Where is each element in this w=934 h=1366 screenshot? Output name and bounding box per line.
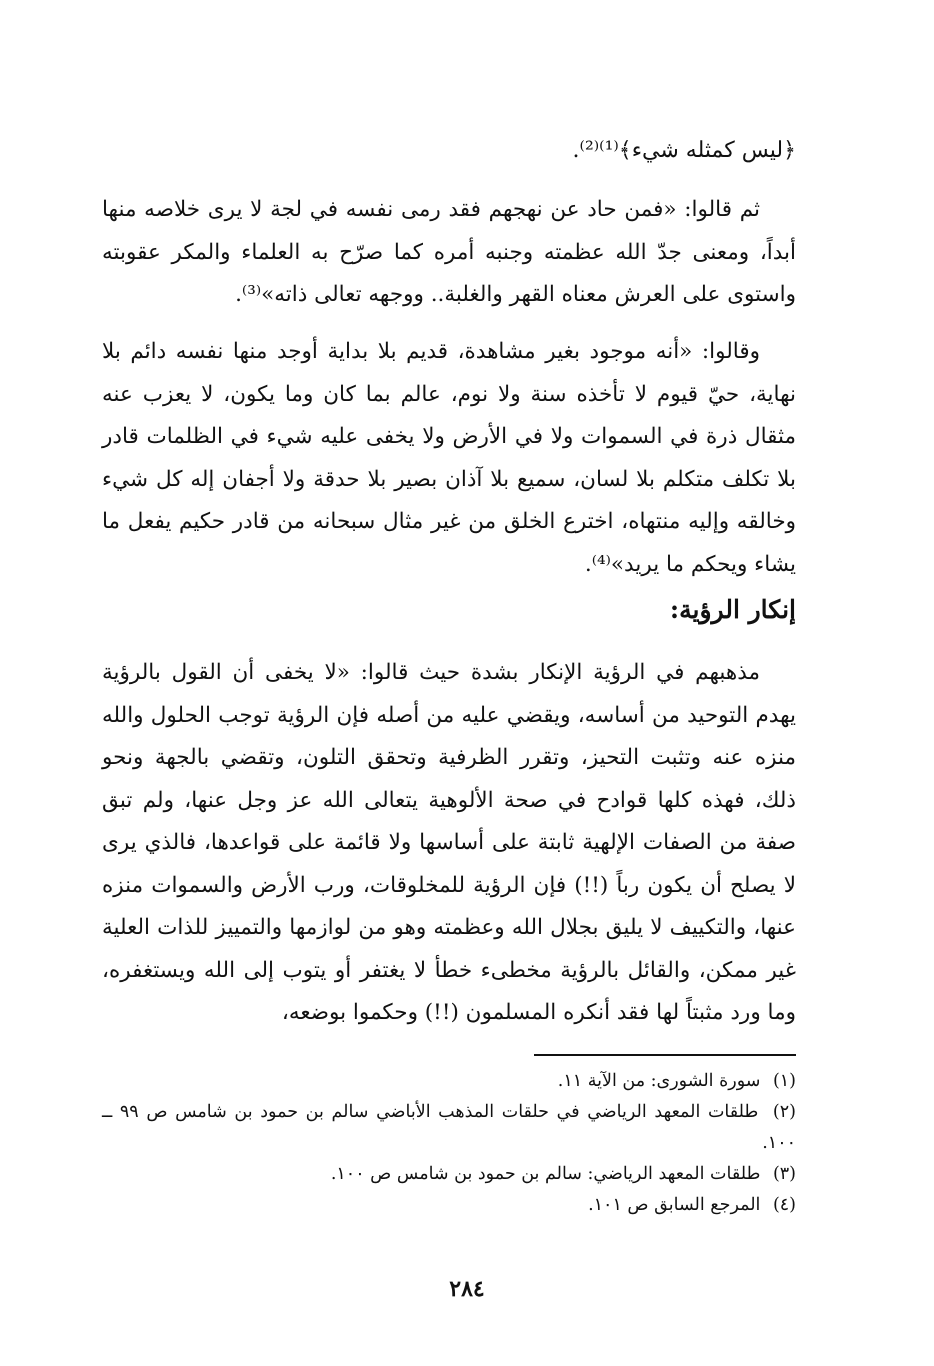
paragraph-3-block	[102, 652, 796, 1035]
section-heading: إنكار الرؤية:	[669, 595, 796, 624]
footnote-1	[102, 1066, 796, 1097]
footnote-text: المرجع السابق ص ١٠١.	[588, 1195, 761, 1215]
footnote-separator	[534, 1054, 796, 1056]
paragraph-1: ثم قالوا: «فمن حاد عن نهجهم فقد رمى نفسه في لجة لا يرى خلاصه منها أبداً، ومعنى جدّ الله عظمته وجنبه أمره كما صرّح به العلماء والمكر عقوبته واستوى على العرش معناه القهر والغلبة.. ووجهه تعالى ذاته»⁽³⁾.	[102, 197, 796, 307]
footnote-text: سورة الشورى: من الآية ١١.	[557, 1071, 761, 1091]
footnote-text: طلقات المعهد الرياضي في حلقات المذهب الأباضي سالم بن حمود بن شامس ص ٩٩ ــ ١٠٠.	[102, 1102, 796, 1153]
paragraph-1-block	[102, 189, 796, 317]
footnote-4	[102, 1190, 796, 1221]
footnote-2	[102, 1097, 796, 1159]
footnote-number: (١)	[772, 1071, 796, 1091]
footnote-number: (٤)	[772, 1195, 796, 1215]
footnote-text: طلقات المعهد الرياضي: سالم بن حمود بن شامس ص ١٠٠.	[330, 1164, 761, 1184]
footnote-number: (٣)	[772, 1164, 796, 1184]
paragraph-3: مذهبهم في الرؤية الإنكار بشدة حيث قالوا: «لا يخفى أن القول بالرؤية يهدم التوحيد من أساسه، ويقضي عليه من أصله فإن الرؤية توجب الحلول والله منزه عنه وتثبت التحيز، وتقرر الظرفية وتحقق التلون، وتقضي بالجهة ونحو ذلك، فهذه كلها قوادح في صحة الألوهية يتعالى الله عز وجل عنها، ولم تبق صفة من الصفات الإلهية ثابتة على أساسها ولا قائمة على قواعدها، فالذي يرى لا يصلح أن يكون رباً (!!) فإن الرؤية للمخلوقات، ورب الأرض والسموات منزه عنها، والتكييف لا يليق بجلال الله وعظمته وهو من لوازمها والتمييز للذات العلية غير ممكن، والقائل بالرؤية مخطىء خطأ لا يغتفر أو يتوب إلى الله ويستغفره، وما ورد مثبتاً لها فقد أنكره المسلمون (!!) وحكموا بوضعه،	[102, 660, 796, 1025]
footnotes	[102, 1066, 796, 1221]
quran-verse: ﴿ليس كمثله شيء﴾⁽¹⁾⁽²⁾.	[572, 138, 796, 163]
footnote-number: (٢)	[772, 1102, 796, 1122]
page-number: ٢٨٤	[449, 1276, 485, 1302]
paragraph-2: وقالوا: «أنه موجود بغير مشاهدة، قديم بلا بداية أوجد منها نفسه دائم بلا نهاية، حيّ قيوم لا تأخذه سنة ولا نوم، عالم بما كان وما يكون، لا يعزب عنه مثقال ذرة في السموات ولا في الأرض ولا يخفى عليه شيء في الظلمات قادر بلا تكلف متكلم بلا لسان، سميع بلا آذان بصير بلا حدقة ولا أجفان إله كل شيء وخالقه وإليه منتهاه، اخترع الخلق من غير مثال سبحانه من قادر حكيم يفعل ما يشاء ويحكم ما يريد»⁽⁴⁾.	[102, 339, 796, 577]
paragraph-2-block	[102, 331, 796, 586]
footnote-3	[102, 1159, 796, 1190]
